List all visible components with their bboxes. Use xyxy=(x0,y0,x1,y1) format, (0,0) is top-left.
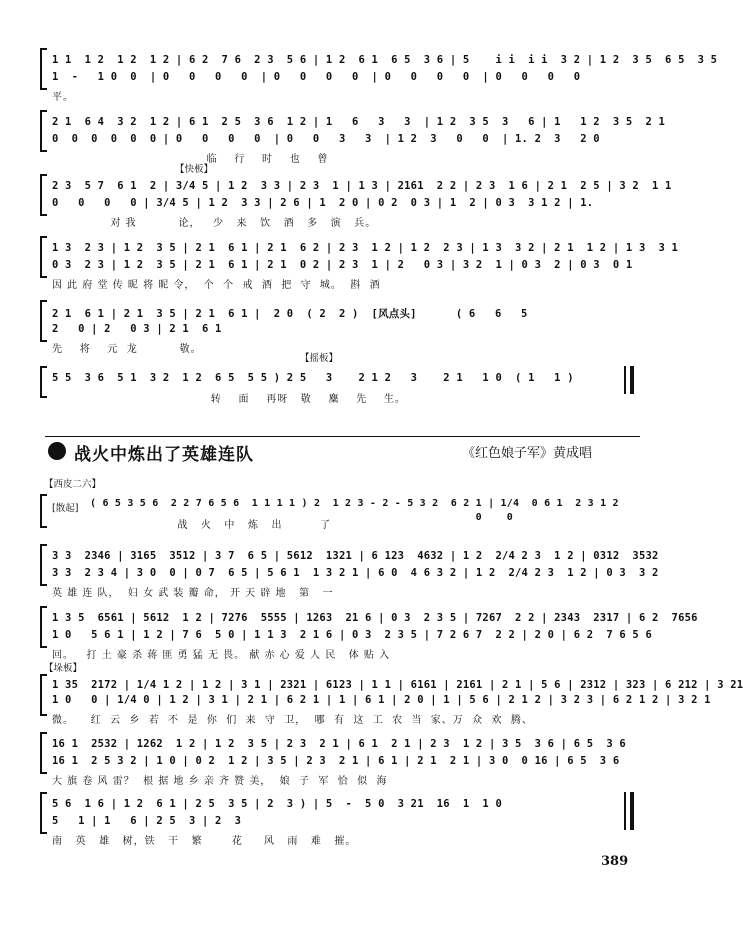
staff-system-2 xyxy=(0,110,666,175)
staff-system-7 xyxy=(0,476,655,536)
lyrics-line: 先 将 元 龙 敬。 xyxy=(52,344,202,355)
system-bracket xyxy=(40,606,47,648)
accompaniment-line: 0 0 0 0 0 0 | 0 0 0 0 | 0 0 3 3 | 1 2 3 0 0 | 1. 2 3 2 0 xyxy=(52,133,600,145)
system-bracket xyxy=(40,732,47,774)
staff-system-3 xyxy=(0,174,672,234)
system-bracket xyxy=(40,792,47,834)
song-title: 战火中炼出了英雄连队 xyxy=(74,445,254,465)
accompaniment-line: 5 1 | 1 6 | 2 5 3 | 2 3 xyxy=(52,815,242,827)
melody-line: 2 3 5 7 6 1 2 | 3/4 5 | 1 2 3 3 | 2 3 1 | 1 3 | 2161 2 2 | 2 3 1 6 | 2 1 2 5 | 3 2 1 1 xyxy=(52,180,672,192)
melody-line: 1 1 1 2 1 2 1 2 | 6 2 7 6 2 3 5 6 | 1 2 6 1 6 5 3 6 | 5 i i i i 3 2 | 1 2 3 5 6 5 3 5 xyxy=(52,54,718,66)
system-bracket xyxy=(40,174,47,216)
melody-line: 2 1 6 4 3 2 1 2 | 6 1 2 5 3 6 1 2 | 1 6 3 3 | 1 2 3 5 3 6 | 1 1 2 3 5 2 1 xyxy=(52,116,666,128)
system-bracket xyxy=(40,236,47,278)
melody-line: 16 1 2532 | 1262 1 2 | 1 2 3 5 | 2 3 2 1 | 6 1 2 1 | 2 3 1 2 | 3 5 3 6 | 6 5 3 6 xyxy=(52,738,626,750)
lyrics-line: 大 旗 卷 风 雷？ 根 据 地 乡 亲 齐 赞 美， 娘 子 军 恰 似 海 xyxy=(52,776,388,787)
melody-line: 2 1 6 1 | 2 1 3 5 | 2 1 6 1 | 2 0 ( 2 2 ) [风点头] ( 6 6 5 xyxy=(52,308,528,320)
staff-system-8 xyxy=(0,544,659,604)
page-number: 389 xyxy=(601,854,629,869)
lyrics-line: 南 英 雄 树，铁 干 繁 花 风 雨 难 摧。 xyxy=(52,836,357,847)
accompaniment-line: 0 0 0 0 | 3/4 5 | 1 2 3 3 | 2 6 | 1 2 0 | 0 2 0 3 | 1 2 | 0 3 3 1 2 | 1. xyxy=(52,197,594,209)
lyrics-line: 英 雄 连 队， 妇 女 武 装 瓣 命， 开 天 辟 地 第 一 xyxy=(52,588,334,599)
tempo-marking: 【快板】 xyxy=(175,164,214,175)
lyrics-line: 因 此 府 堂 传 昵 将 昵 令， 个 个 戒 酒 把 守 城。 斟 酒 xyxy=(52,280,381,291)
accompaniment-line: 0 0 xyxy=(90,512,513,523)
melody-line: 1 35 2172 | 1/4 1 2 | 1 2 | 3 1 | 2321 | 6123 | 1 1 | 6161 | 2161 | 2 1 | 5 6 | 2312 | 323 | 6 212 | 3 21 xyxy=(52,679,743,691)
staff-system-4 xyxy=(0,236,679,296)
final-barline-thick xyxy=(630,366,634,394)
lyrics-line: 临 行 时 也 曾 xyxy=(52,154,329,165)
accompaniment-line: 2 0 | 2 0 3 | 2 1 6 1 xyxy=(52,323,222,335)
final-barline-thick xyxy=(630,792,634,830)
accompaniment-line: 1 - 1 0 0 | 0 0 0 0 | 0 0 0 0 | 0 0 0 0 | 0 0 0 0 xyxy=(52,71,581,83)
bullet-icon xyxy=(48,442,66,460)
staff-system-6 xyxy=(0,350,655,410)
system-bracket xyxy=(40,48,47,90)
system-bracket xyxy=(40,494,47,528)
tempo-marking: 【西皮二六】 xyxy=(44,479,102,490)
staff-system-1 xyxy=(0,48,718,103)
section-divider xyxy=(45,436,640,437)
system-bracket xyxy=(40,674,47,716)
staff-system-12 xyxy=(0,792,655,852)
lyrics-line: 对 我 论， 少 来 饮 酒 多 演 兵。 xyxy=(52,218,377,229)
accompaniment-line: 3 3 2 3 4 | 3 0 0 | 0 7 6 5 | 5 6 1 1 3 2 1 | 6 0 4 6 3 2 | 1 2 2/4 2 3 1 2 | 0 3 3 2 xyxy=(52,567,659,579)
final-barline-thin xyxy=(624,792,626,830)
melody-line: 5 5 3 6 5 1 3 2 1 2 6 5 5 5 ) 2 5 3 2 1 2 3 2 1 1 0 ( 1 1 ) xyxy=(52,372,574,384)
song-source: 《红色娘子军》黄成唱 xyxy=(462,446,593,461)
lyrics-line: 回。 打 土 豪 杀 蒋 匪 勇 猛 无 畏。 献 赤 心 爱 人 民 体 贴 入 xyxy=(52,650,391,661)
accompaniment-line: 1 0 5 6 1 | 1 2 | 7 6 5 0 | 1 1 3 2 1 6 | 0 3 2 3 5 | 7 2 6 7 2 2 | 2 0 | 6 2 7 6 5 6 xyxy=(52,629,652,641)
system-bracket xyxy=(40,544,47,586)
melody-line: 1 3 2 3 | 1 2 3 5 | 2 1 6 1 | 2 1 6 2 | 2 3 1 2 | 1 2 2 3 | 1 3 3 2 | 2 1 1 2 | 1 3 3 1 xyxy=(52,242,679,254)
final-barline-thin xyxy=(624,366,626,394)
system-bracket xyxy=(40,366,47,398)
tempo-marking: 【垛板】 xyxy=(44,663,83,674)
staff-system-11 xyxy=(0,732,655,792)
melody-line: 5 6 1 6 | 1 2 6 1 | 2 5 3 5 | 2 3 ) | 5 - 5 0 3 21 16 1 1 0 xyxy=(52,798,502,810)
staff-system-9 xyxy=(0,606,698,666)
lyrics-line: 平。 xyxy=(52,92,74,103)
melody-line: ( 6 5 3 5 6 2 2 7 6 5 6 1 1 1 1 ) 2 1 2 3 - 2 - 5 3 2 6 2 1 | 1/4 0 6 1 2 3 1 2 xyxy=(90,498,619,509)
lyrics-line: 微。 红 云 乡 若 不 是 你 们 来 守 卫， 哪 有 这 工 农 当 家、万 众 欢 腾、 xyxy=(52,715,533,726)
accompaniment-line: 16 1 2 5 3 2 | 1 0 | 0 2 1 2 | 3 5 | 2 3 2 1 | 6 1 | 2 1 2 1 | 3 0 0 16 | 6 5 3 6 xyxy=(52,755,620,767)
melody-line: 1 3 5 6561 | 5612 1 2 | 7276 5555 | 1263 21 6 | 0 3 2 3 5 | 7267 2 2 | 2343 2317 | 6 2 7656 xyxy=(52,612,698,624)
system-bracket xyxy=(40,110,47,152)
lyrics-line: 战 火 中 炼 出 了 xyxy=(52,520,332,531)
system-bracket xyxy=(40,300,47,342)
accompaniment-line: 1 0 0 | 1/4 0 | 1 2 | 3 1 | 2 1 | 6 2 1 | 1 | 6 1 | 2 0 | 1 | 5 6 | 2 1 2 | 3 2 3 | 6 2 1 2 | 3 2 1 xyxy=(52,694,711,706)
tempo-marking-2: [散起] xyxy=(52,503,79,514)
melody-line: 3 3 2346 | 3165 3512 | 3 7 6 5 | 5612 1321 | 6 123 4632 | 1 2 2/4 2 3 1 2 | 0312 3532 xyxy=(52,550,659,562)
tempo-marking: 【摇板】 xyxy=(300,353,339,364)
accompaniment-line: 0 3 2 3 | 1 2 3 5 | 2 1 6 1 | 2 1 0 2 | 2 3 1 | 2 0 3 | 3 2 1 | 0 3 2 | 0 3 0 1 xyxy=(52,259,633,271)
staff-system-10 xyxy=(0,660,743,726)
lyrics-line: 转 面 再呀 敬 麋 先 生。 xyxy=(52,394,406,405)
